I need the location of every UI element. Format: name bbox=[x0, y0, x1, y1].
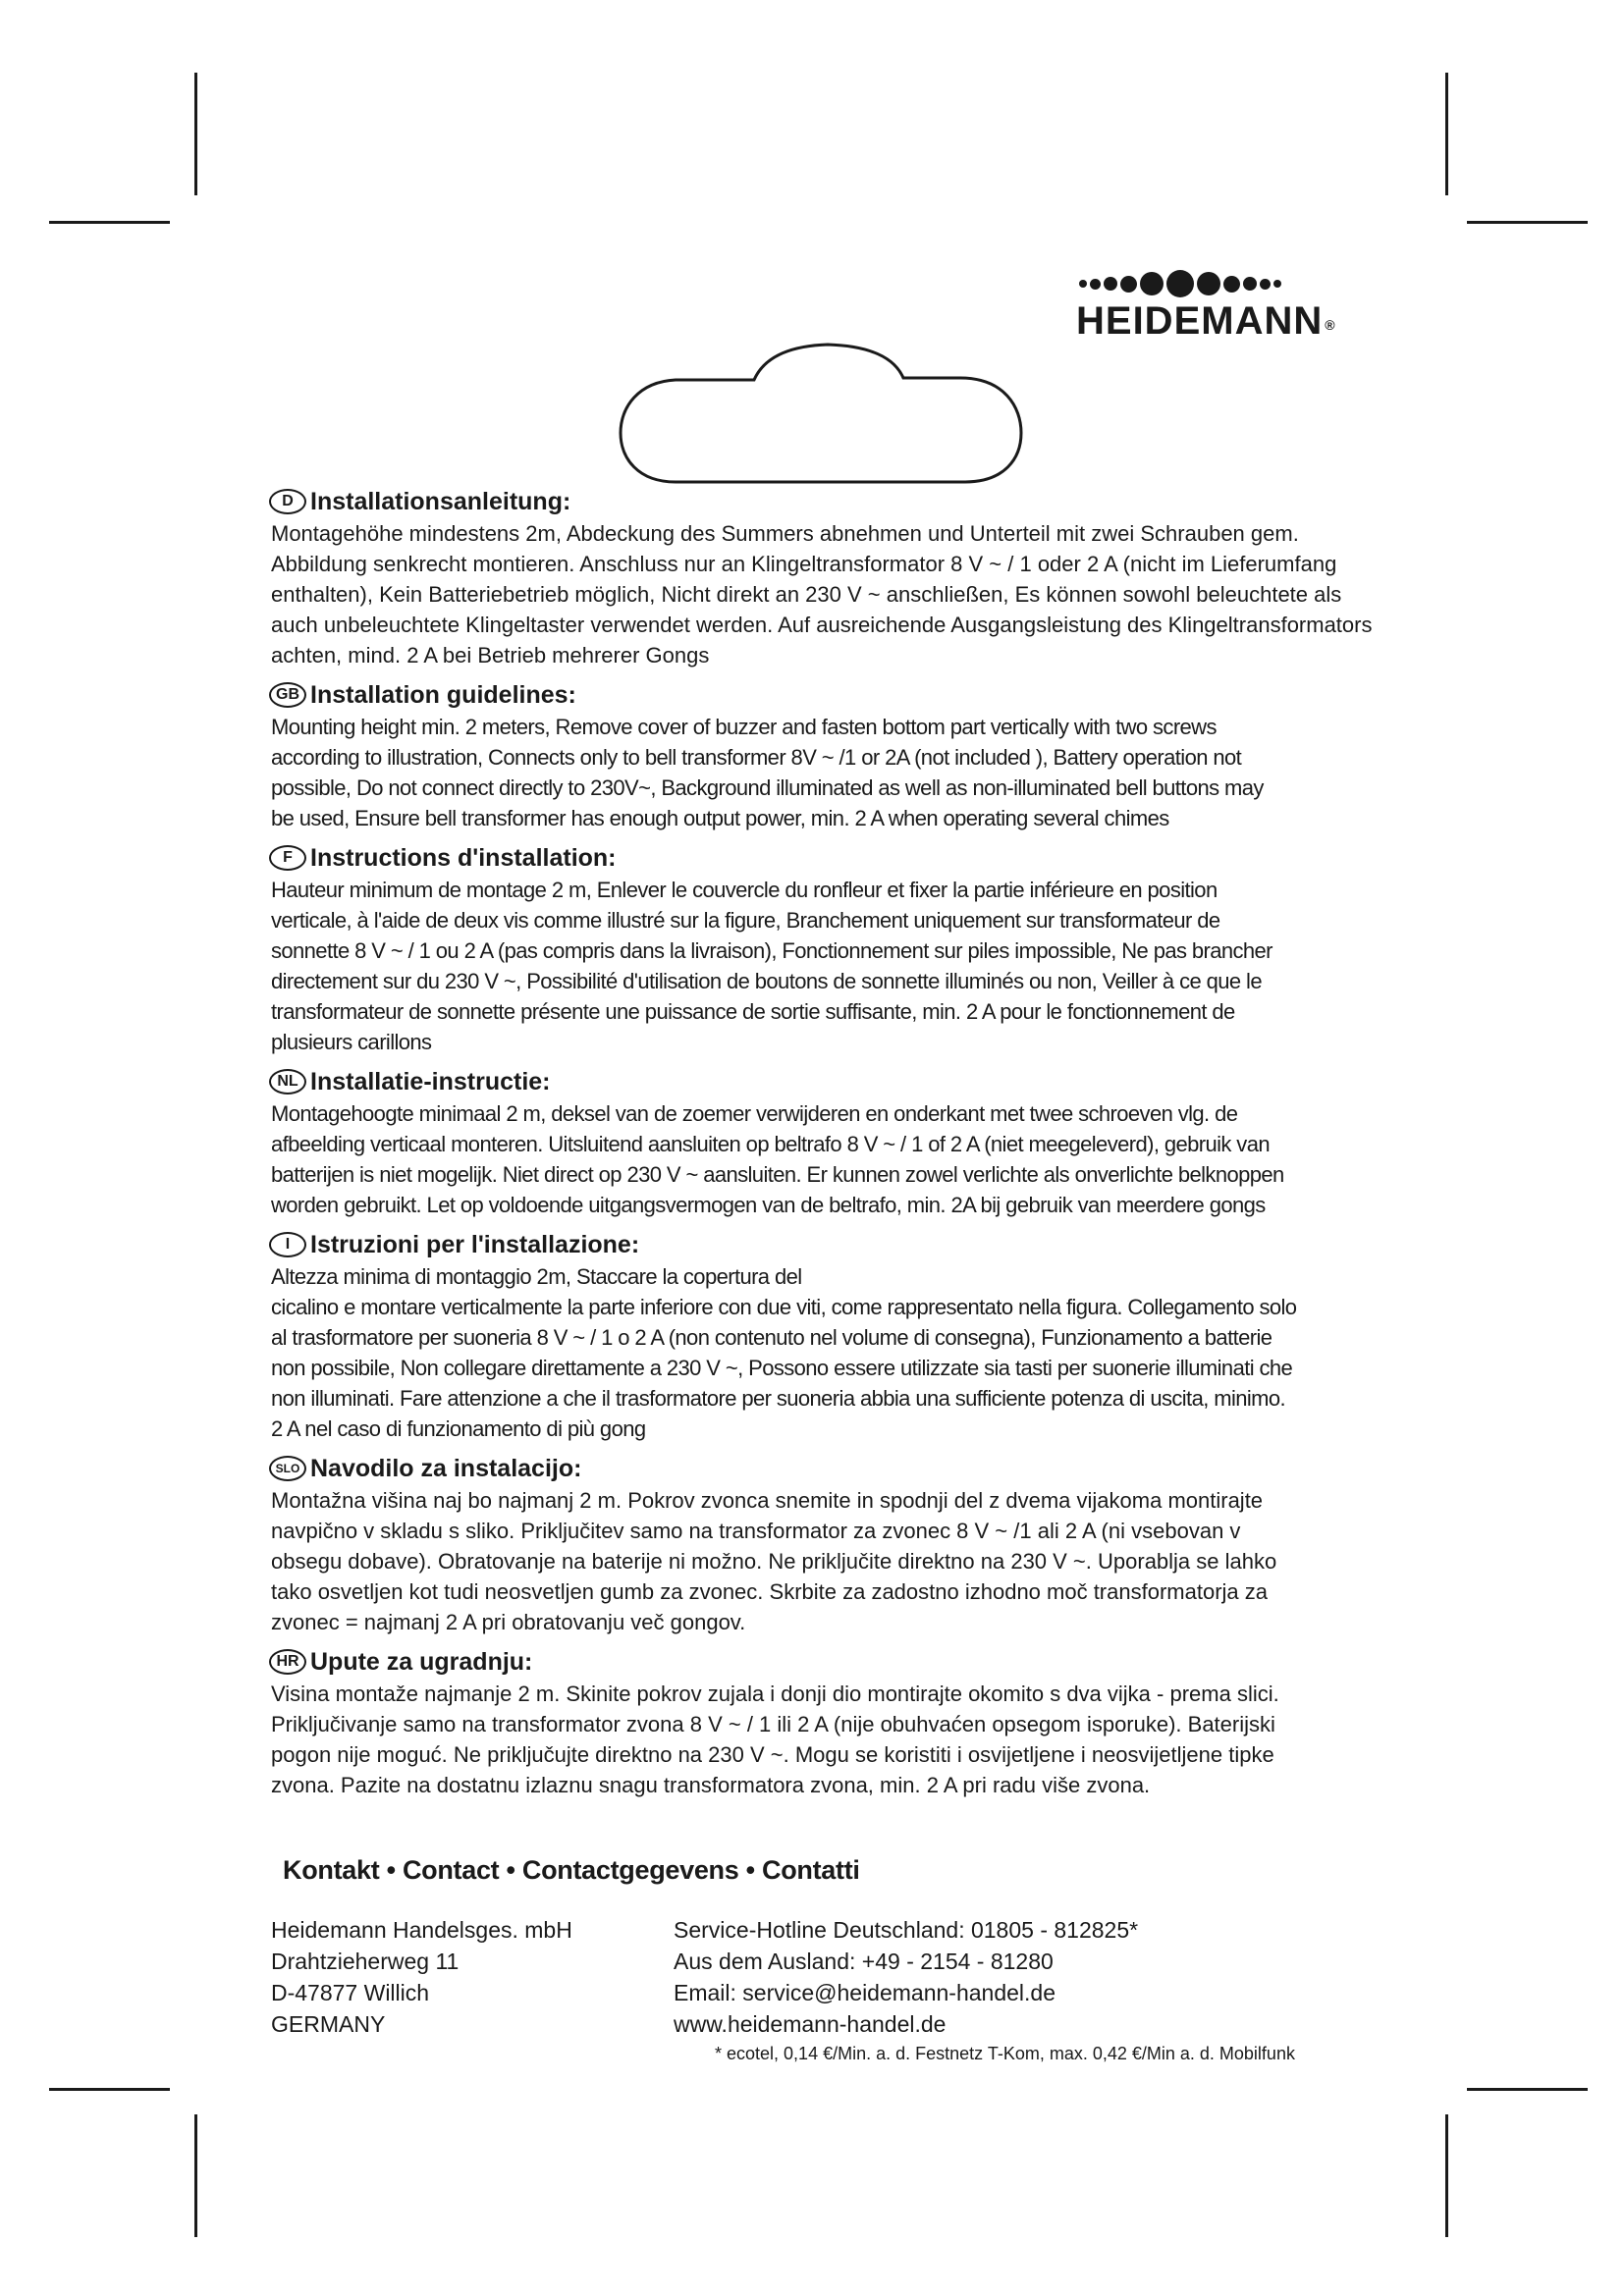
tariff-footnote: * ecotel, 0,14 €/Min. a. d. Festnetz T-Kom, max. 0,42 €/Min a. d. Mobilfunk bbox=[715, 2044, 1295, 2063]
text-line: navpično v skladu s sliko. Priključitev samo na transformator za zvonec 8 V ~ /1 ali 2 A (ni vsebovan v bbox=[271, 1519, 1241, 1543]
logo-dot bbox=[1197, 272, 1220, 295]
service-line: Aus dem Ausland: +49 - 2154 - 81280 bbox=[674, 1949, 1054, 1974]
text-line: plusieurs carillons bbox=[271, 1030, 432, 1054]
brand-name-text: HEIDEMANN bbox=[1076, 299, 1324, 343]
crop-mark-bottom-right-horizontal bbox=[1467, 2088, 1588, 2091]
text-line: Montagehoogte minimaal 2 m, deksel van de zoemer verwijderen en onderkant met twee schroeven vlg. de bbox=[271, 1101, 1238, 1126]
section-body bbox=[271, 1261, 1380, 1444]
hang-tab-outline-icon bbox=[617, 339, 1029, 486]
section-title: Navodilo za instalacijo: bbox=[310, 1454, 582, 1482]
service-line: Email: service@heidemann-handel.de bbox=[674, 1980, 1056, 2005]
section-body bbox=[271, 1098, 1380, 1220]
section-title: Installatie-instructie: bbox=[310, 1067, 551, 1095]
text-line: al trasformatore per suoneria 8 V ~ / 1 o 2 A (non contenuto nel volume di consegna), Funzionamento a batterie bbox=[271, 1325, 1272, 1350]
logo-dot bbox=[1166, 270, 1194, 297]
crop-mark-bottom-left-vertical bbox=[194, 2114, 197, 2237]
logo-dot bbox=[1120, 276, 1137, 293]
text-line: transformateur de sonnette présente une puissance de sortie suffisante, min. 2 A pour le fonctionnement de bbox=[271, 999, 1235, 1024]
logo-dot bbox=[1223, 276, 1240, 293]
text-line: Montažna višina naj bo najmanj 2 m. Pokrov zvonca snemite in spodnji del z dvema vijakoma montirajte bbox=[271, 1488, 1264, 1513]
section-header bbox=[271, 841, 1380, 875]
text-line: auch unbeleuchtete Klingeltaster verwendet werden. Auf ausreichende Ausgangsleistung des Klingeltransformators bbox=[271, 613, 1373, 637]
instruction-section bbox=[271, 841, 1380, 1057]
text-line: possible, Do not connect directly to 230V~, Background illuminated as well as non-illuminated bell buttons may bbox=[271, 775, 1264, 800]
country-badge-icon: SLO bbox=[269, 1456, 306, 1481]
logo-dot bbox=[1090, 279, 1101, 290]
section-title: Installationsanleitung: bbox=[310, 487, 571, 515]
instruction-section bbox=[271, 1645, 1380, 1800]
text-line: Montagehöhe mindestens 2m, Abdeckung des Summers abnehmen und Unterteil mit zwei Schrauben gem. bbox=[271, 521, 1299, 546]
section-header bbox=[271, 485, 1380, 518]
text-line: verticale, à l'aide de deux vis comme illustré sur la figure, Branchement uniquement sur transformateur de bbox=[271, 908, 1220, 933]
address-line: GERMANY bbox=[271, 2011, 386, 2037]
text-line: achten, mind. 2 A bei Betrieb mehrerer Gongs bbox=[271, 643, 710, 667]
text-line: cicalino e montare verticalmente la parte inferiore con due viti, come rappresentato nella figura. Collegamento solo bbox=[271, 1295, 1297, 1319]
logo-dot bbox=[1260, 279, 1271, 290]
logo-dots-icon bbox=[1079, 267, 1390, 300]
crop-mark-bottom-left-horizontal bbox=[49, 2088, 170, 2091]
section-body bbox=[271, 1485, 1380, 1637]
section-title: Instructions d'installation: bbox=[310, 843, 617, 872]
text-line: worden gebruikt. Let op voldoende uitgangsvermogen van de beltrafo, min. 2A bij gebruik van meerdere gongs bbox=[271, 1193, 1266, 1217]
section-header bbox=[271, 1645, 1380, 1679]
text-line: batterijen is niet mogelijk. Niet direct op 230 V ~ aansluiten. Er kunnen zowel verlichte als onverlichte belknoppen bbox=[271, 1162, 1284, 1187]
text-line: Hauteur minimum de montage 2 m, Enlever le couvercle du ronfleur et fixer la partie inférieure en position bbox=[271, 878, 1218, 902]
crop-mark-top-right-horizontal bbox=[1467, 221, 1588, 224]
text-line: Visina montaže najmanje 2 m. Skinite pokrov zujala i donji dio montirajte okomito s dva vijka - prema slici. bbox=[271, 1682, 1279, 1706]
crop-mark-top-right-vertical bbox=[1445, 73, 1448, 195]
section-header bbox=[271, 678, 1380, 712]
registered-mark: ® bbox=[1325, 317, 1336, 333]
text-line: non possibile, Non collegare direttamente a 230 V ~, Possono essere utilizzate sia tasti per suonerie illuminati che bbox=[271, 1356, 1293, 1380]
text-line: obsegu dobave). Obratovanje na baterije ni možno. Ne priključite direktno na 230 V ~. Uporablja se lahko bbox=[271, 1549, 1277, 1574]
text-line: pogon nije moguć. Ne priključujte direktno na 230 V ~. Mogu se koristiti i osvijetljene i neosvijetljene tipke bbox=[271, 1742, 1274, 1767]
text-line: directement sur du 230 V ~, Possibilité d'utilisation de boutons de sonnette illuminés ou non, Veiller à ce que le bbox=[271, 969, 1262, 993]
country-badge-icon: I bbox=[269, 1232, 306, 1257]
address-line: Heidemann Handelsges. mbH bbox=[271, 1917, 572, 1943]
section-body bbox=[271, 712, 1380, 833]
country-badge-icon: GB bbox=[269, 682, 306, 708]
text-line: afbeelding verticaal monteren. Uitsluitend aansluiten op beltrafo 8 V ~ / 1 of 2 A (niet meegeleverd), gebruik van bbox=[271, 1132, 1270, 1156]
address-line: D-47877 Willich bbox=[271, 1980, 430, 2005]
country-badge-icon: F bbox=[269, 845, 306, 871]
country-badge-icon: NL bbox=[269, 1069, 306, 1095]
section-header bbox=[271, 1228, 1380, 1261]
logo-dot bbox=[1140, 272, 1164, 295]
text-line: zvonec = najmanj 2 A pri obratovanju več gongov. bbox=[271, 1610, 746, 1634]
service-line: Service-Hotline Deutschland: 01805 - 812825* bbox=[674, 1917, 1139, 1943]
section-header bbox=[271, 1065, 1380, 1098]
text-line: 2 A nel caso di funzionamento di più gong bbox=[271, 1416, 646, 1441]
instruction-section bbox=[271, 485, 1380, 670]
logo-dot bbox=[1243, 277, 1257, 291]
address-line: Drahtzieherweg 11 bbox=[271, 1949, 460, 1974]
text-line: Altezza minima di montaggio 2m, Staccare la copertura del bbox=[271, 1264, 802, 1289]
instruction-section bbox=[271, 1452, 1380, 1637]
country-badge-icon: D bbox=[269, 489, 306, 514]
section-body bbox=[271, 1679, 1380, 1800]
text-line: sonnette 8 V ~ / 1 ou 2 A (pas compris dans la livraison), Fonctionnement sur piles impossible, Ne pas brancher bbox=[271, 938, 1272, 963]
text-line: zvona. Pazite na dostatnu izlaznu snagu transformatora zvona, min. 2 A pri radu više zvona. bbox=[271, 1773, 1151, 1797]
instruction-section bbox=[271, 1065, 1380, 1220]
instruction-section bbox=[271, 678, 1380, 833]
text-line: Abbildung senkrecht montieren. Anschluss nur an Klingeltransformator 8 V ~ / 1 oder 2 A (nicht im Lieferumfang bbox=[271, 552, 1337, 576]
contact-heading: Kontakt • Contact • Contactgegevens • Contatti bbox=[283, 1855, 860, 1885]
text-line: Priključivanje samo na transformator zvona 8 V ~ / 1 ili 2 A (nije obuhvaćen opsegom isporuke). Baterijski bbox=[271, 1712, 1275, 1736]
crop-mark-bottom-right-vertical bbox=[1445, 2114, 1448, 2237]
text-line: tako osvetljen kot tudi neosvetljen gumb za zvonec. Skrbite za zadostno izhodno moč transformatorja za bbox=[271, 1579, 1268, 1604]
section-title: Installation guidelines: bbox=[310, 680, 576, 709]
logo-dot bbox=[1273, 280, 1281, 288]
text-line: Mounting height min. 2 meters, Remove cover of buzzer and fasten bottom part vertically with two screws bbox=[271, 715, 1217, 739]
section-body bbox=[271, 875, 1380, 1057]
section-title: Istruzioni per l'installazione: bbox=[310, 1230, 640, 1258]
brand-name bbox=[1076, 300, 1390, 342]
instruction-section bbox=[271, 1228, 1380, 1444]
logo-dot bbox=[1079, 280, 1087, 288]
service-line: www.heidemann-handel.de bbox=[674, 2011, 947, 2037]
section-header bbox=[271, 1452, 1380, 1485]
section-title: Upute za ugradnju: bbox=[310, 1647, 533, 1676]
text-line: be used, Ensure bell transformer has enough output power, min. 2 A when operating several chimes bbox=[271, 806, 1169, 830]
section-body bbox=[271, 518, 1380, 670]
crop-mark-top-left-horizontal bbox=[49, 221, 170, 224]
service-contact bbox=[674, 1914, 1138, 2040]
heidemann-logo bbox=[1076, 267, 1390, 342]
text-line: enthalten), Kein Batteriebetrieb möglich, Nicht direkt an 230 V ~ anschließen, Es können sowohl beleuchtete als bbox=[271, 582, 1342, 607]
company-address bbox=[271, 1914, 572, 2040]
logo-dot bbox=[1104, 277, 1117, 291]
text-line: according to illustration, Connects only to bell transformer 8V ~ /1 or 2A (not included ), Battery operation not bbox=[271, 745, 1242, 770]
crop-mark-top-left-vertical bbox=[194, 73, 197, 195]
instructions-content bbox=[271, 485, 1380, 1808]
text-line: non illuminati. Fare attenzione a che il trasformatore per suoneria abbia una sufficiente potenza di uscita, minimo. bbox=[271, 1386, 1286, 1411]
country-badge-icon: HR bbox=[269, 1649, 306, 1675]
